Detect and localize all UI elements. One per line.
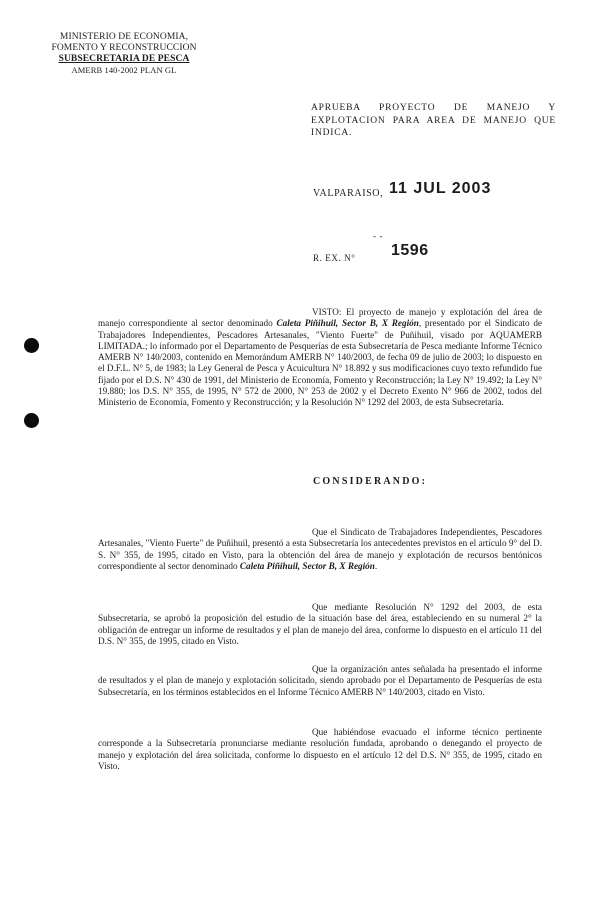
- subsecretaria-line: SUBSECRETARIA DE PESCA: [58, 54, 190, 64]
- considerando-text: Que el Sindicato de Trabajadores Independientes, Pescadores Artesanales, "Viento Fuerte" de Puñihuil, presentó a esta Subsecretaría los antecedentes previstos en el artículo 9° del D. S. N° 355, de 1995, citado en Visto, para la obtención del área de manejo y explotación de recursos bentónicos correspondiente al sector denominado: [98, 527, 542, 571]
- visto-paragraph: [98, 307, 542, 409]
- considerando-text: .: [374, 560, 378, 571]
- ministry-name-line: MINISTERIO DE ECONOMIA,: [59, 32, 189, 42]
- dateline: [313, 180, 492, 199]
- considerando-paragraph-2: [98, 602, 542, 647]
- resolution-prefix: R. EX. N°: [313, 253, 356, 263]
- considerando-text: Que la organización antes señalada ha presentado el informe de resultados y el plan de manejo y explotación solicitado, siendo aprobado por el Departamento de Pesquerías de esta Subsecretaría, en los términos establecidos en el Informe Técnico AMERB N° 140/2003, citado en Visto.: [98, 664, 542, 697]
- resolution-number-stamp: 1596: [391, 242, 429, 259]
- file-reference-line: AMERB 140-2002 PLAN GL: [71, 65, 177, 75]
- resolution-number: [313, 231, 429, 263]
- date-stamp: 11 JUL 2003: [389, 180, 492, 197]
- considerando-text: Que mediante Resolución N° 1292 del 2003, de esta Subsecretaría, se aprobó la proposición del estudio de la situación base del área, estableciendo en su numeral 2° la obligación de entregar un informe de resultados y el plan de manejo del área, conforme lo dispuesto en el artículo 11 del D.S. N° 355, de 1995, citado en Visto.: [98, 602, 542, 646]
- ministry-letterhead: [44, 32, 204, 76]
- considerando-paragraph-3: [98, 664, 542, 698]
- considerando-heading: CONSIDERANDO:: [313, 476, 428, 487]
- visto-lead: VISTO:: [312, 307, 342, 317]
- punch-hole-mark: [24, 338, 39, 353]
- considerando-place-name: Caleta Piñihuil, Sector B, X Región: [239, 560, 375, 571]
- considerando-paragraph-4: [98, 727, 542, 772]
- resolution-dash-mark: - -: [373, 231, 384, 241]
- dateline-place: VALPARAISO,: [313, 188, 384, 199]
- visto-text: , presentado por el Sindicato de Trabajadores Independientes, Pescadores Artesanales, "Viento Fuerte" de Puñihuil, visado por AQUAMERB LIMITADA.; lo informado por el Departamento de Pesquerías de esta Subsecretaría de Pesca mediante Informe Técnico AMERB N° 140/2003, contenido en Memorándum AMERB N° 140/2003, de fecha 09 de julio de 2003; lo dispuesto en el D.F.L. N° 5, de 1983; la Ley General de Pesca y Acuicultura N° 18.892 y sus modificaciones cuyo texto refundido fue fijado por el D.S. N° 430 de 1991, del Ministerio de Economía, Fomento y Reconstrucción; la Ley N° 19.492; la Ley N° 19.880; los D.S. N° 355, de 1995, N° 572 de 2000, N° 253 de 2002 y el Decreto Exento N° 966 de 2002, todos del Ministerio de Economía, Fomento y Reconstrucción; y la Resolución N° 1292 del 2003, de esta Subsecretaría.: [98, 318, 542, 408]
- ministry-name-line: FOMENTO Y RECONSTRUCCION: [51, 43, 197, 53]
- punch-hole-mark: [24, 413, 39, 428]
- visto-place-name: Caleta Piñihuil, Sector B, X Región: [276, 318, 419, 329]
- visto-text: El proyecto de manejo y explotación del área de manejo correspondiente al sector denominado: [98, 307, 542, 329]
- considerando-paragraph-1: [98, 527, 542, 572]
- considerando-text: Que habiéndose evacuado el informe técnico pertinente corresponde a la Subsecretaría pronunciarse mediante resolución fundada, aprobando o denegando el proyecto de manejo y explotación del área solicitada, conforme lo dispuesto en el artículo 12 del D.S. N° 355, de 1995, citado en Visto.: [98, 727, 542, 771]
- resolution-subject: APRUEBA PROYECTO DE MANEJO Y EXPLOTACION PARA AREA DE MANEJO QUE INDICA.: [311, 103, 556, 138]
